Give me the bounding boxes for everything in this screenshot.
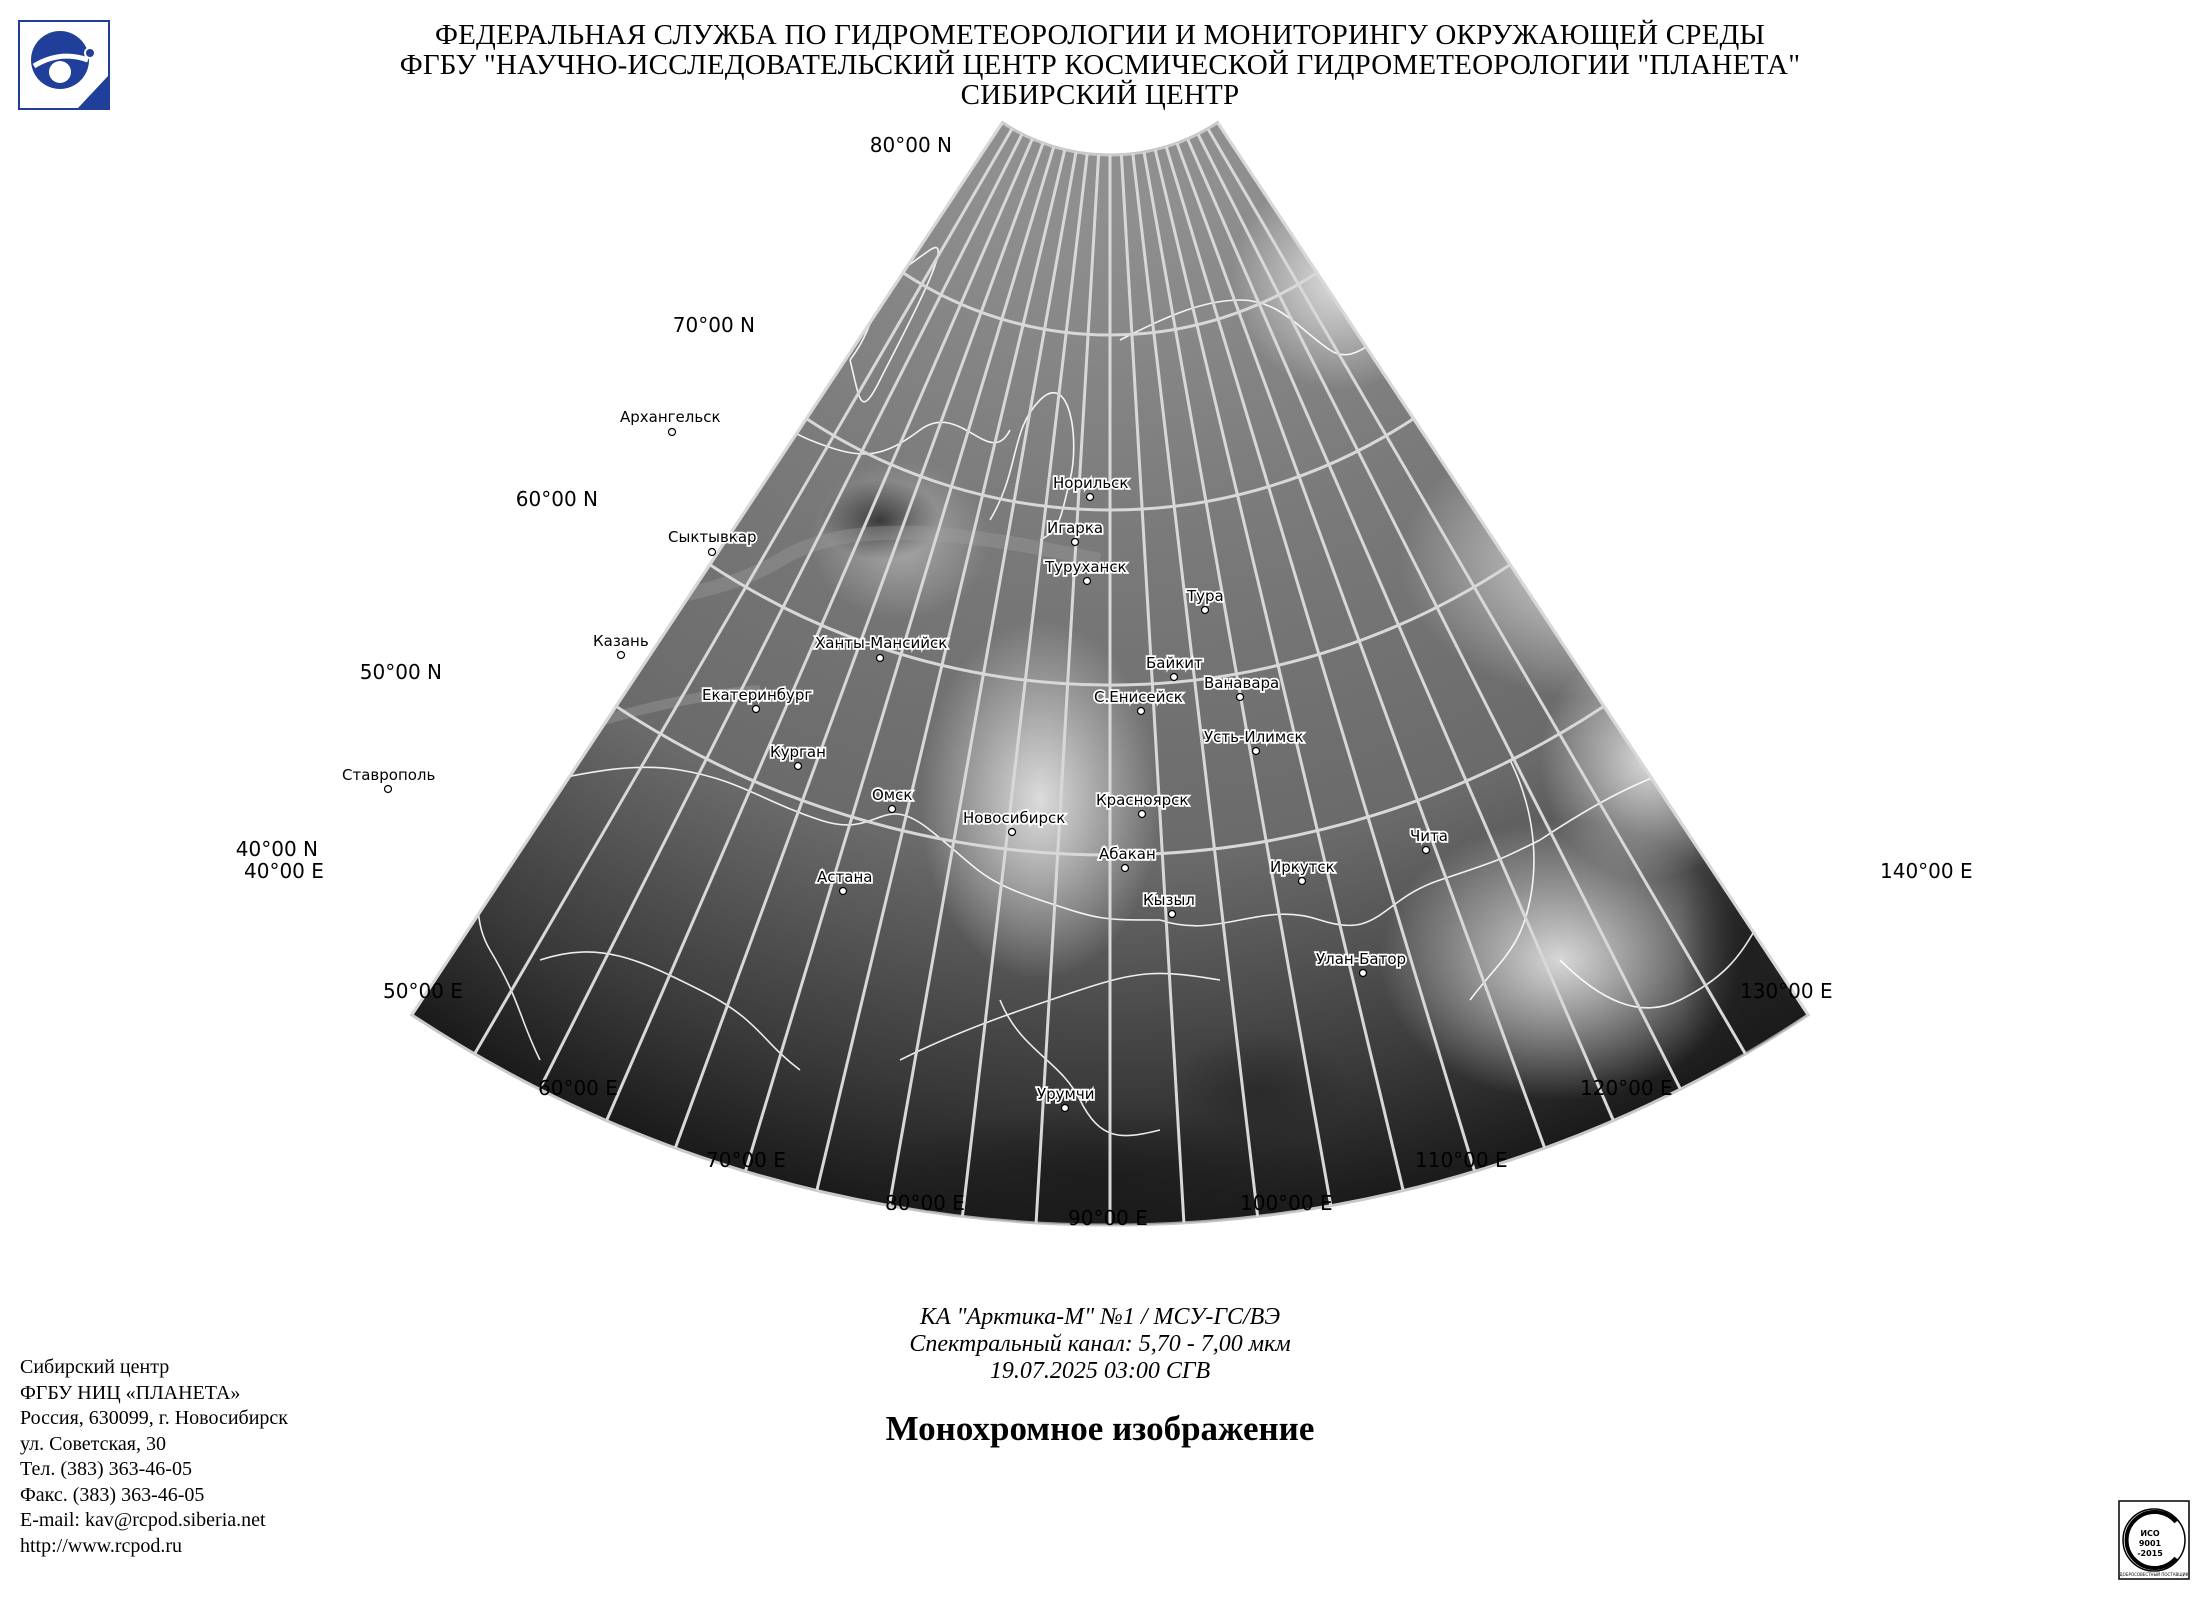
iso-line-2: 9001 [2138, 1539, 2162, 1548]
longitude-label: 130°00 E [1740, 979, 1833, 1003]
iso-certification-badge [2118, 1500, 2190, 1580]
contact-line: Факс. (383) 363-46-05 [20, 1483, 205, 1506]
header-line-3: СИБИРСКИЙ ЦЕНТР [960, 79, 1240, 111]
city-label: Красноярск [1096, 791, 1189, 809]
city-marker [1202, 607, 1209, 614]
contact-line: ул. Советская, 30 [20, 1432, 166, 1455]
contact-website[interactable]: http://www.rcpod.ru [20, 1534, 183, 1557]
city-label: Ханты-Мансийск [815, 634, 948, 652]
city-label: Новосибирск [963, 809, 1066, 827]
contact-line: Россия, 630099, г. Новосибирск [20, 1407, 289, 1429]
longitude-label: 100°00 E [1240, 1191, 1333, 1215]
city-label: Сыктывкар [668, 528, 757, 546]
city-marker [1169, 911, 1176, 918]
contact-line: Сибирский центр [20, 1356, 170, 1378]
contact-email[interactable]: E-mail: kav@rcpod.siberia.net [20, 1509, 266, 1531]
city-marker [1299, 878, 1306, 885]
city-marker [709, 549, 716, 556]
longitude-label: 140°00 E [1880, 859, 1973, 883]
city-marker [795, 763, 802, 770]
city-label: Усть-Илимск [1204, 728, 1304, 746]
city-label: Екатеринбург [702, 686, 813, 704]
latitude-label: 40°00 N [235, 837, 318, 861]
latitude-label: 60°00 N [515, 487, 598, 511]
city-marker [1237, 694, 1244, 701]
longitude-label: 80°00 E [885, 1191, 965, 1215]
city-label: Туруханск [1045, 558, 1127, 576]
city-label: С.Енисейск [1094, 688, 1183, 706]
city-marker [877, 655, 884, 662]
city-label: Улан-Батор [1316, 950, 1407, 968]
longitude-label: 70°00 E [706, 1148, 786, 1172]
latitude-label: 70°00 N [672, 313, 755, 337]
latitude-label: 80°00 N [869, 133, 952, 157]
city-marker [1360, 970, 1367, 977]
city-marker [1253, 748, 1260, 755]
city-marker [385, 786, 392, 793]
city-label: Ванавара [1204, 674, 1280, 692]
iso-ring-text: ДОБРОСОВЕСТНЫЙ ПОСТАВЩИК [2119, 1572, 2189, 1577]
city-marker [1009, 829, 1016, 836]
city-label: Казань [593, 632, 649, 650]
city-label: Астана [817, 868, 873, 886]
city-label: Тура [1187, 587, 1224, 605]
city-marker [1062, 1105, 1069, 1112]
city-marker [1139, 811, 1146, 818]
city-marker [1087, 494, 1094, 501]
city-label: Ставрополь [342, 766, 436, 784]
city-label: Игарка [1047, 519, 1104, 537]
city-marker [1084, 578, 1091, 585]
city-marker [840, 888, 847, 895]
city-label: Архангельск [620, 408, 721, 426]
longitude-label: 60°00 E [538, 1076, 618, 1100]
city-label: Чита [1410, 827, 1448, 845]
city-marker [669, 429, 676, 436]
header-line-2: ФГБУ "НАУЧНО-ИССЛЕДОВАТЕЛЬСКИЙ ЦЕНТР КОСМИЧЕСКОЙ ГИДРОМЕТЕОРОЛОГИИ "ПЛАНЕТА" [399, 49, 1801, 81]
latitude-label: 50°00 N [359, 660, 442, 684]
longitude-label: 90°00 E [1068, 1206, 1148, 1230]
iso-line-1: ИСО [2140, 1529, 2160, 1538]
city-marker [1423, 847, 1430, 854]
longitude-label: 120°00 E [1580, 1076, 1673, 1100]
city-marker [618, 652, 625, 659]
city-label: Омск [872, 786, 913, 804]
caption-datetime: 19.07.2025 03:00 СГВ [989, 1358, 1211, 1384]
longitude-label: 40°00 E [244, 859, 324, 883]
city-label: Абакан [1099, 845, 1156, 863]
longitude-label: 110°00 E [1415, 1148, 1508, 1172]
city-label: Иркутск [1270, 858, 1335, 876]
contact-line: ФГБУ НИЦ «ПЛАНЕТА» [20, 1381, 241, 1404]
caption-channel: Спектральный канал: 5,70 - 7,00 мкм [909, 1331, 1291, 1357]
city-label: Урумчи [1037, 1085, 1095, 1103]
city-marker [1122, 865, 1129, 872]
city-label: Курган [770, 743, 826, 761]
city-marker [753, 706, 760, 713]
city-marker [1171, 674, 1178, 681]
city-marker [1138, 708, 1145, 715]
city-label: Норильск [1053, 474, 1129, 492]
iso-line-3: -2015 [2137, 1549, 2163, 1558]
contacts-block [20, 1355, 288, 1559]
city-marker [1072, 539, 1079, 546]
city-label: Байкит [1146, 654, 1203, 672]
city-label: Кызыл [1143, 891, 1195, 909]
caption-satellite: КА "Арктика-М" №1 / МСУ-ГС/ВЭ [919, 1304, 1281, 1330]
image-title: Монохромное изображение [885, 1409, 1315, 1448]
header-line-1: ФЕДЕРАЛЬНАЯ СЛУЖБА ПО ГИДРОМЕТЕОРОЛОГИИ И МОНИТОРИНГУ ОКРУЖАЮЩЕЙ СРЕДЫ [435, 19, 1765, 51]
contact-line: Тел. (383) 363-46-05 [20, 1458, 192, 1480]
city-marker [889, 806, 896, 813]
longitude-label: 50°00 E [383, 979, 463, 1003]
caption [700, 1304, 1500, 1385]
